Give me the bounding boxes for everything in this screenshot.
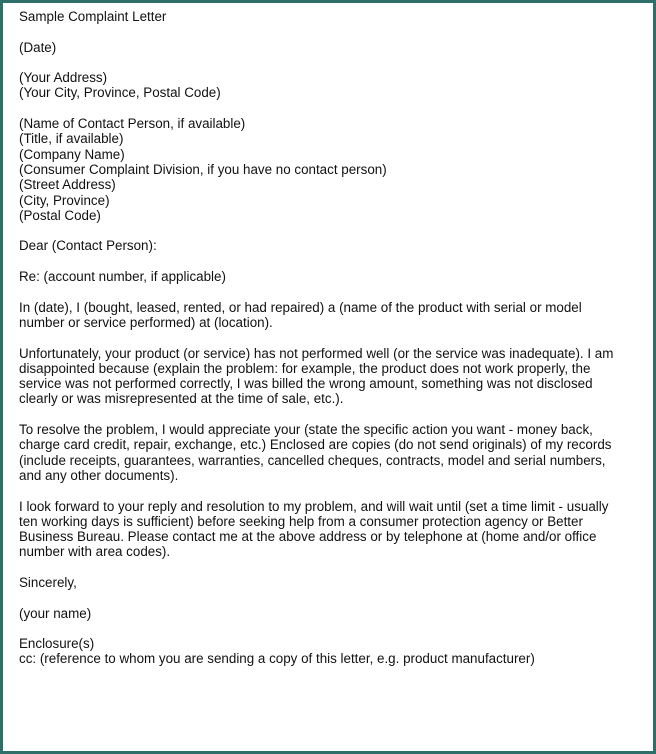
salutation: Dear (Contact Person): [19, 238, 157, 254]
spacer [19, 284, 629, 299]
spacer [19, 483, 629, 498]
body-paragraph-problem: Unfortunately, your product (or service) has not performed well (or the service was inadequate). I am disappointed because (explain the problem: for example, the product does not work properly, the service was not performed correctly, I was billed the wrong amount, something was not disclosed clearly or was misrepresented at the time of sale, etc.). [19, 345, 614, 407]
letter-title: Sample Complaint Letter [19, 9, 167, 24]
recipient-title: (Title, if available) [19, 131, 124, 147]
body-paragraph-follow-up: I look forward to your reply and resolution to my problem, and will wait until (set a time limit - usually ten working days is sufficient) before seeking help from a consumer protection agency or Better Business Bureau. Please contact me at the above address or by telephone at (home and/or office number with area codes). [19, 498, 609, 560]
body-paragraph-resolution: To resolve the problem, I would appreciate your (state the specific action you want - money back, charge card credit, repair, exchange, etc.) Enclosed are copies (do not send originals) of my records (include receipts, guarantees, warranties, cancelled cheques, contracts, model and serial numbers, and any other documents). [19, 422, 612, 483]
spacer [19, 24, 629, 39]
signature: (your name) [19, 605, 92, 621]
recipient-name: (Name of Contact Person, if available) [19, 116, 246, 132]
spacer [19, 223, 629, 238]
spacer [19, 330, 629, 345]
reference-line: Re: (account number, if applicable) [19, 269, 226, 285]
body-paragraph-purchase: In (date), I (bought, leased, rented, or had repaired) a (name of the product with serial or model number or service performed) at (location). [19, 299, 582, 330]
sender-address: (Your Address) [19, 70, 108, 86]
recipient-division: (Consumer Complaint Division, if you have no contact person) [19, 161, 387, 177]
closing: Sincerely, [19, 574, 77, 590]
spacer [19, 560, 629, 575]
spacer [19, 55, 629, 70]
spacer [19, 590, 629, 605]
enclosure-line: Enclosure(s) [19, 636, 95, 652]
recipient-company: (Company Name) [19, 146, 125, 162]
recipient-street: (Street Address) [19, 177, 116, 193]
recipient-postal: (Postal Code) [19, 207, 101, 223]
letter-date: (Date) [19, 39, 57, 55]
cc-line: cc: (reference to whom you are sending a copy of this letter, e.g. product manufacturer) [19, 651, 535, 667]
spacer [19, 254, 629, 269]
letter-body [19, 9, 629, 667]
sender-city: (Your City, Province, Postal Code) [19, 85, 221, 101]
spacer [19, 101, 629, 116]
spacer [19, 621, 629, 636]
spacer [19, 407, 629, 422]
recipient-city: (City, Province) [19, 192, 110, 208]
